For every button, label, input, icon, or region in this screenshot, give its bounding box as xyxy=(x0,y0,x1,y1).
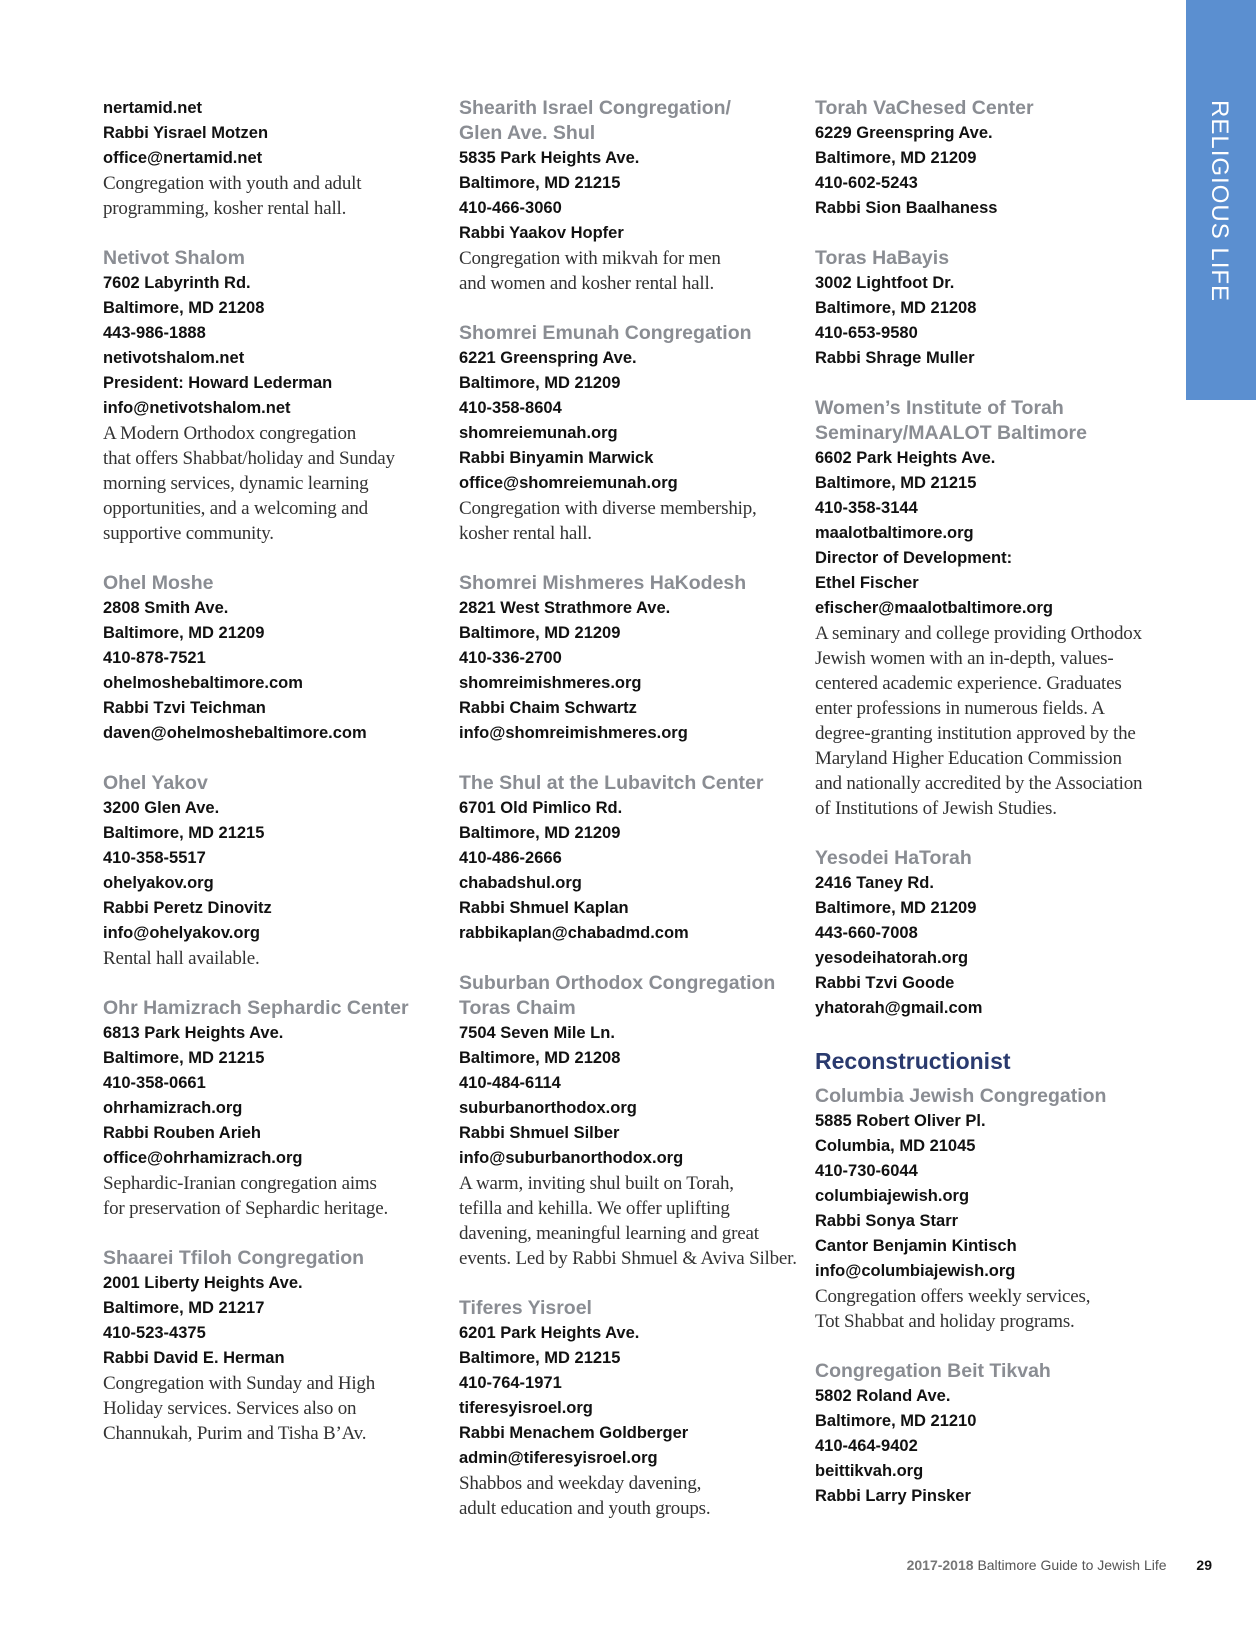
contact-line: Baltimore, MD 21217 xyxy=(103,1299,265,1317)
contact-line: office@nertamid.net xyxy=(103,149,263,167)
contact-line: Rabbi Binyamin Marwick xyxy=(459,449,654,467)
contact-line: netivotshalom.net xyxy=(103,349,245,367)
congregation-name: Seminary/MAALOT Baltimore xyxy=(815,422,1087,444)
contact-line: ohrhamizrach.org xyxy=(103,1099,243,1117)
contact-line: beittikvah.org xyxy=(815,1462,924,1480)
contact-line: Rabbi Yaakov Hopfer xyxy=(459,224,624,242)
contact-line: columbiajewish.org xyxy=(815,1187,970,1205)
footer-guide-title: Baltimore Guide to Jewish Life xyxy=(977,1557,1167,1573)
contact-line: Baltimore, MD 21215 xyxy=(103,1049,265,1067)
contact-line: Rabbi Rouben Arieh xyxy=(103,1124,261,1142)
description-line: Sephardic-Iranian congregation aims xyxy=(103,1173,377,1194)
contact-line: Rabbi Tzvi Goode xyxy=(815,974,955,992)
contact-line: 410-764-1971 xyxy=(459,1374,562,1392)
contact-line: Baltimore, MD 21208 xyxy=(815,299,977,317)
contact-line: rabbikaplan@chabadmd.com xyxy=(459,924,689,942)
contact-line: Rabbi Chaim Schwartz xyxy=(459,699,637,717)
contact-line: Rabbi Yisrael Motzen xyxy=(103,124,269,142)
contact-line: 3200 Glen Ave. xyxy=(103,799,220,817)
contact-line: Director of Development: xyxy=(815,549,1013,567)
contact-line: Baltimore, MD 21210 xyxy=(815,1412,977,1430)
description-line: tefilla and kehilla. We offer uplifting xyxy=(459,1198,730,1219)
contact-line: Rabbi Peretz Dinovitz xyxy=(103,899,272,917)
description-line: Channukah, Purim and Tisha B’Av. xyxy=(103,1423,367,1444)
contact-line: shomreimishmeres.org xyxy=(459,674,642,692)
contact-line: ohelmoshebaltimore.com xyxy=(103,674,303,692)
contact-line: Baltimore, MD 21208 xyxy=(103,299,265,317)
congregation-name: Torah VaChesed Center xyxy=(815,97,1034,119)
contact-line: Ethel Fischer xyxy=(815,574,919,592)
contact-line: info@columbiajewish.org xyxy=(815,1262,1016,1280)
contact-line: 5835 Park Heights Ave. xyxy=(459,149,640,167)
contact-line: 410-602-5243 xyxy=(815,174,918,192)
contact-line: 410-336-2700 xyxy=(459,649,562,667)
contact-line: 6221 Greenspring Ave. xyxy=(459,349,637,367)
description-line: A seminary and college providing Orthodox xyxy=(815,623,1142,644)
contact-line: Baltimore, MD 21209 xyxy=(815,899,977,917)
contact-line: 410-730-6044 xyxy=(815,1162,918,1180)
congregation-entry xyxy=(459,771,799,946)
description-line: events. Led by Rabbi Shmuel & Aviva Silber. xyxy=(459,1248,797,1269)
contact-line: info@netivotshalom.net xyxy=(103,399,291,417)
contact-line: Baltimore, MD 21208 xyxy=(459,1049,621,1067)
contact-line: admin@tiferesyisroel.org xyxy=(459,1449,658,1467)
contact-line: Baltimore, MD 21209 xyxy=(103,624,265,642)
contact-line: 2808 Smith Ave. xyxy=(103,599,229,617)
contact-line: 2821 West Strathmore Ave. xyxy=(459,599,671,617)
congregation-name: Women’s Institute of Torah xyxy=(815,397,1064,419)
description-line: Maryland Higher Education Commission xyxy=(815,748,1122,769)
contact-line: Columbia, MD 21045 xyxy=(815,1137,976,1155)
description-line: Rental hall available. xyxy=(103,948,260,969)
section-heading: Reconstructionist xyxy=(815,1048,1011,1074)
congregation-entry xyxy=(815,396,1155,821)
directory-column-1 xyxy=(103,96,433,1471)
congregation-entry xyxy=(103,246,433,546)
congregation-entry xyxy=(815,846,1155,1021)
footer-years: 2017-2018 xyxy=(906,1557,974,1573)
description-line: supportive community. xyxy=(103,523,274,544)
congregation-name: Glen Ave. Shul xyxy=(459,122,596,144)
congregation-entry xyxy=(459,96,799,296)
contact-line: info@ohelyakov.org xyxy=(103,924,260,942)
congregation-name: Tiferes Yisroel xyxy=(459,1297,592,1319)
contact-line: President: Howard Lederman xyxy=(103,374,333,392)
description-line: opportunities, and a welcoming and xyxy=(103,498,368,519)
description-line: kosher rental hall. xyxy=(459,523,592,544)
contact-line: Baltimore, MD 21209 xyxy=(459,624,621,642)
description-line: davening, meaningful learning and great xyxy=(459,1223,759,1244)
contact-line: 6229 Greenspring Ave. xyxy=(815,124,993,142)
contact-line: nertamid.net xyxy=(103,99,203,117)
congregation-entry xyxy=(815,1084,1155,1334)
congregation-entry xyxy=(459,1296,799,1521)
contact-line: 410-358-0661 xyxy=(103,1074,206,1092)
contact-line: 410-484-6114 xyxy=(459,1074,561,1092)
description-line: adult education and youth groups. xyxy=(459,1498,711,1519)
contact-line: daven@ohelmoshebaltimore.com xyxy=(103,724,367,742)
description-line: and nationally accredited by the Association xyxy=(815,773,1143,794)
contact-line: Baltimore, MD 21215 xyxy=(103,824,265,842)
contact-line: 5802 Roland Ave. xyxy=(815,1387,951,1405)
contact-line: 410-358-3144 xyxy=(815,499,918,517)
contact-line: yhatorah@gmail.com xyxy=(815,999,983,1017)
contact-line: 410-653-9580 xyxy=(815,324,918,342)
description-line: A warm, inviting shul built on Torah, xyxy=(459,1173,734,1194)
congregation-name: Ohel Yakov xyxy=(103,772,208,794)
contact-line: office@ohrhamizrach.org xyxy=(103,1149,303,1167)
contact-line: office@shomreiemunah.org xyxy=(459,474,678,492)
contact-line: 410-523-4375 xyxy=(103,1324,206,1342)
contact-line: Baltimore, MD 21215 xyxy=(815,474,977,492)
directory-column-2 xyxy=(459,96,799,1546)
contact-line: Cantor Benjamin Kintisch xyxy=(815,1237,1017,1255)
congregation-name: Congregation Beit Tikvah xyxy=(815,1360,1051,1382)
contact-line: chabadshul.org xyxy=(459,874,582,892)
congregation-entry xyxy=(103,996,433,1221)
congregation-entry xyxy=(815,246,1155,371)
contact-line: Baltimore, MD 21215 xyxy=(459,174,621,192)
contact-line: ohelyakov.org xyxy=(103,874,214,892)
description-line: and women and kosher rental hall. xyxy=(459,273,715,294)
contact-line: tiferesyisroel.org xyxy=(459,1399,593,1417)
description-line: Congregation with youth and adult xyxy=(103,173,362,194)
congregation-name: Shomrei Emunah Congregation xyxy=(459,322,752,344)
page-footer xyxy=(907,1557,1212,1573)
contact-line: info@suburbanorthodox.org xyxy=(459,1149,684,1167)
contact-line: 410-464-9402 xyxy=(815,1437,918,1455)
description-line: enter professions in numerous fields. A xyxy=(815,698,1105,719)
contact-line: info@shomreimishmeres.org xyxy=(459,724,688,742)
congregation-name: Netivot Shalom xyxy=(103,247,245,269)
congregation-name: Shearith Israel Congregation/ xyxy=(459,97,731,119)
contact-line: yesodeihatorah.org xyxy=(815,949,969,967)
congregation-name: The Shul at the Lubavitch Center xyxy=(459,772,764,794)
contact-line: Baltimore, MD 21209 xyxy=(459,374,621,392)
contact-line: 410-358-8604 xyxy=(459,399,562,417)
description-line: morning services, dynamic learning xyxy=(103,473,369,494)
contact-line: Baltimore, MD 21215 xyxy=(459,1349,621,1367)
congregation-entry xyxy=(815,96,1155,221)
description-line: Jewish women with an in-depth, values- xyxy=(815,648,1114,669)
congregation-name: Toras HaBayis xyxy=(815,247,950,269)
congregation-entry xyxy=(459,971,799,1271)
contact-line: efischer@maalotbaltimore.org xyxy=(815,599,1053,617)
contact-line: maalotbaltimore.org xyxy=(815,524,974,542)
directory-column-3 xyxy=(815,96,1155,1534)
contact-line: 7602 Labyrinth Rd. xyxy=(103,274,251,292)
contact-line: Rabbi Sion Baalhaness xyxy=(815,199,998,217)
description-line: Congregation with Sunday and High xyxy=(103,1373,376,1394)
congregation-name: Shomrei Mishmeres HaKodesh xyxy=(459,572,747,594)
description-line: centered academic experience. Graduates xyxy=(815,673,1122,694)
contact-line: Rabbi Tzvi Teichman xyxy=(103,699,266,717)
congregation-entry xyxy=(103,571,433,746)
description-line: Tot Shabbat and holiday programs. xyxy=(815,1311,1075,1332)
description-line: programming, kosher rental hall. xyxy=(103,198,347,219)
description-line: A Modern Orthodox congregation xyxy=(103,423,357,444)
congregation-entry xyxy=(103,1246,433,1446)
contact-line: Rabbi Larry Pinsker xyxy=(815,1487,971,1505)
description-line: Congregation with mikvah for men xyxy=(459,248,721,269)
contact-line: 410-358-5517 xyxy=(103,849,206,867)
congregation-name: Columbia Jewish Congregation xyxy=(815,1085,1107,1107)
contact-line: Rabbi Shmuel Silber xyxy=(459,1124,620,1142)
contact-line: 6813 Park Heights Ave. xyxy=(103,1024,284,1042)
contact-line: 6602 Park Heights Ave. xyxy=(815,449,996,467)
congregation-name: Toras Chaim xyxy=(459,997,576,1019)
contact-line: suburbanorthodox.org xyxy=(459,1099,637,1117)
contact-line: Rabbi Menachem Goldberger xyxy=(459,1424,689,1442)
contact-line: 443-660-7008 xyxy=(815,924,918,942)
description-line: Holiday services. Services also on xyxy=(103,1398,357,1419)
congregation-name: Ohel Moshe xyxy=(103,572,214,594)
contact-line: 6201 Park Heights Ave. xyxy=(459,1324,640,1342)
congregation-entry xyxy=(459,321,799,546)
description-line: degree-granting institution approved by the xyxy=(815,723,1136,744)
contact-line: 5885 Robert Oliver Pl. xyxy=(815,1112,986,1130)
congregation-entry xyxy=(815,1359,1155,1509)
contact-line: Rabbi Shrage Muller xyxy=(815,349,975,367)
description-line: of Institutions of Jewish Studies. xyxy=(815,798,1057,819)
contact-line: 6701 Old Pimlico Rd. xyxy=(459,799,623,817)
congregation-entry xyxy=(103,96,433,221)
contact-line: 410-486-2666 xyxy=(459,849,562,867)
contact-line: Rabbi Shmuel Kaplan xyxy=(459,899,629,917)
contact-line: 410-878-7521 xyxy=(103,649,206,667)
section-tab-label: RELIGIOUS LIFE xyxy=(1206,100,1233,303)
page-number: 29 xyxy=(1196,1557,1212,1573)
contact-line: shomreiemunah.org xyxy=(459,424,618,442)
congregation-name: Ohr Hamizrach Sephardic Center xyxy=(103,997,409,1019)
section-side-tab xyxy=(1186,0,1256,400)
contact-line: Baltimore, MD 21209 xyxy=(459,824,621,842)
congregation-entry xyxy=(459,571,799,746)
contact-line: 3002 Lightfoot Dr. xyxy=(815,274,955,292)
congregation-entry xyxy=(103,771,433,971)
contact-line: Baltimore, MD 21209 xyxy=(815,149,977,167)
description-line: Shabbos and weekday davening, xyxy=(459,1473,702,1494)
description-line: that offers Shabbat/holiday and Sunday xyxy=(103,448,395,469)
congregation-name: Suburban Orthodox Congregation xyxy=(459,972,776,994)
contact-line: Rabbi Sonya Starr xyxy=(815,1212,959,1230)
contact-line: 7504 Seven Mile Ln. xyxy=(459,1024,615,1042)
description-line: Congregation with diverse membership, xyxy=(459,498,757,519)
description-line: for preservation of Sephardic heritage. xyxy=(103,1198,388,1219)
contact-line: 410-466-3060 xyxy=(459,199,562,217)
contact-line: Rabbi David E. Herman xyxy=(103,1349,285,1367)
contact-line: 2001 Liberty Heights Ave. xyxy=(103,1274,303,1292)
contact-line: 443-986-1888 xyxy=(103,324,206,342)
congregation-name: Yesodei HaTorah xyxy=(815,847,972,869)
contact-line: 2416 Taney Rd. xyxy=(815,874,934,892)
congregation-name: Shaarei Tfiloh Congregation xyxy=(103,1247,365,1269)
description-line: Congregation offers weekly services, xyxy=(815,1286,1091,1307)
